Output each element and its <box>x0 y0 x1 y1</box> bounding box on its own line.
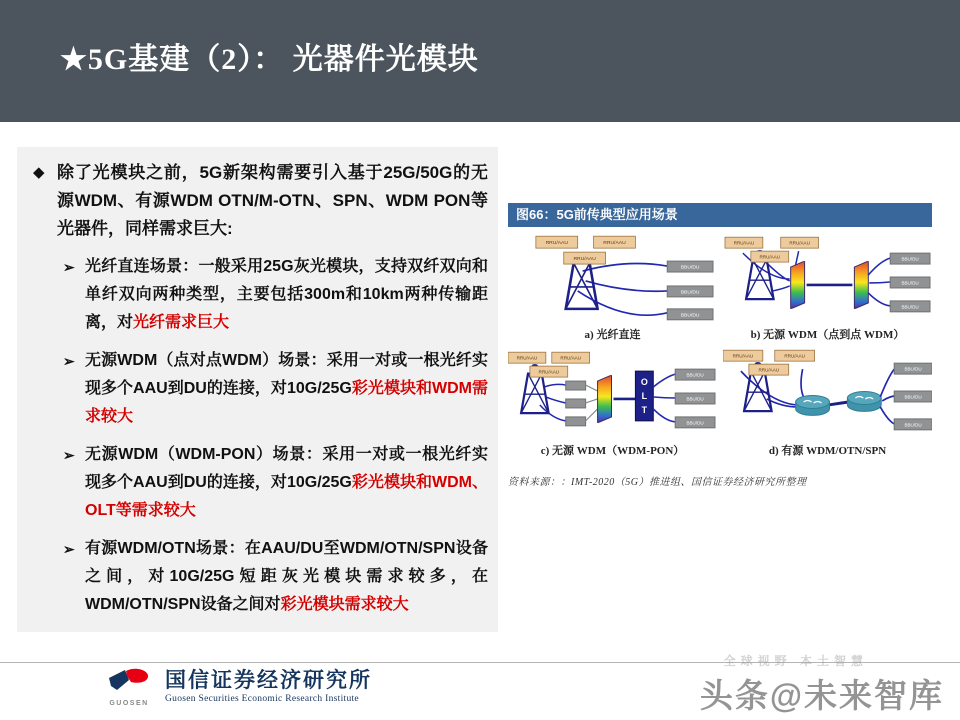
svg-text:RRU/AAU: RRU/AAU <box>758 367 780 373</box>
svg-text:RRU/AAU: RRU/AAU <box>545 241 568 247</box>
svg-text:RRU/AAU: RRU/AAU <box>573 257 596 263</box>
arrow-bullet-icon: ➢ <box>63 447 75 463</box>
guosen-logo <box>103 668 155 707</box>
sub-bullet-text <box>85 347 488 431</box>
svg-text:BBU/DU: BBU/DU <box>904 394 922 400</box>
olt-node <box>635 371 653 421</box>
guosen-logo-text: GUOSEN <box>109 700 149 707</box>
svg-text:T: T <box>641 404 648 415</box>
figure-panel <box>508 203 932 488</box>
svg-text:O: O <box>640 377 648 388</box>
svg-text:BBU/DU: BBU/DU <box>901 256 919 262</box>
rru-boxes <box>725 237 819 262</box>
sub-bullet-4 <box>63 535 488 619</box>
sub-bullet-text <box>85 535 488 619</box>
svg-text:BBU/DU: BBU/DU <box>680 265 700 271</box>
diagram-passive-wdm <box>723 231 932 345</box>
svg-text:BBU/DU: BBU/DU <box>686 420 704 426</box>
sub-bullet-1 <box>63 253 488 337</box>
wdm-mux-icon <box>598 375 612 423</box>
svg-text:RRU/AAU: RRU/AAU <box>733 240 755 246</box>
sub-bullet-text <box>85 441 488 525</box>
passive-wdm-drawing <box>723 231 932 327</box>
sub-bullet-2 <box>63 347 488 431</box>
faint-slogan-watermark: 全球视野 本土智慧 <box>723 654 868 668</box>
svg-text:BBU/DU: BBU/DU <box>686 372 704 378</box>
wdm-demux-icon <box>854 261 868 309</box>
org-name-cn: 国信证券经济研究所 <box>165 668 372 692</box>
svg-text:BBU/DU: BBU/DU <box>904 422 922 428</box>
figure-source: 资料来源：：IMT-2020（5G）推进组、国信证券经济研究所整理 <box>508 477 807 488</box>
caption-a: a) 光纤直连 <box>584 329 641 341</box>
fiber-direct-drawing <box>508 231 717 327</box>
caption-d: d) 有源 WDM/OTN/SPN <box>768 445 887 457</box>
org-name-en: Guosen Securities Economic Research Institute <box>165 694 359 704</box>
router-icon <box>796 395 830 415</box>
sub-text-red: 彩光模块需求较大 <box>280 596 409 613</box>
svg-text:L: L <box>641 390 648 401</box>
bbu-boxes <box>675 369 715 428</box>
svg-text:BBU/DU: BBU/DU <box>680 313 700 319</box>
key-points-panel <box>17 147 498 632</box>
svg-text:RRU/AAU: RRU/AAU <box>538 369 560 375</box>
watermark: 头条@未来智库 <box>699 677 944 714</box>
sub-text-black: 无源WDM（点对点WDM）场景：采用一对或一根光纤实现多个AAU到DU的连接，对10G/25G <box>85 352 488 397</box>
sub-text-black: 有源WDM/OTN场景：在AAU/DU至WDM/OTN/SPN设备之间，对10G/25G短距灰光模块需求较多，在WDM/OTN/SPN设备之间对 <box>85 540 488 613</box>
svg-text:RRU/AAU: RRU/AAU <box>516 355 538 361</box>
svg-text:RRU/AAU: RRU/AAU <box>759 254 781 260</box>
svg-text:BBU/DU: BBU/DU <box>901 280 919 286</box>
sub-bullet-3 <box>63 441 488 525</box>
svg-text:RRU/AAU: RRU/AAU <box>784 353 805 359</box>
diagram-active-wdm <box>723 347 932 461</box>
router-icon <box>847 392 881 412</box>
rru-boxes <box>723 350 815 375</box>
slide-header <box>0 0 960 122</box>
bbu-boxes <box>894 363 932 430</box>
sub-text-black: 光纤直连场景：一般采用25G灰光模块，支持双纤双向和单纤双向两种类型，主要包括300m和10km两种传输距离，对 <box>85 258 488 331</box>
diagram-fiber-direct <box>508 231 717 345</box>
svg-text:RRU/AAU: RRU/AAU <box>603 241 626 247</box>
lead-bullet <box>33 159 488 243</box>
active-wdm-drawing <box>723 347 932 443</box>
footer <box>103 668 372 707</box>
rru-boxes <box>508 352 590 377</box>
figure-diagram <box>508 227 932 461</box>
bbu-boxes <box>890 253 930 312</box>
lead-bullet-text: 除了光模块之前，5G新架构需要引入基于25G/50G的无源WDM、有源WDM OTN/M-OTN、SPN、WDM PON等光器件，同样需求巨大: <box>57 163 488 238</box>
sub-text-red: 光纤需求巨大 <box>133 314 230 331</box>
caption-c: c) 无源 WDM（WDM-PON） <box>540 445 685 457</box>
sub-text-red: 彩光模块和WDM需求较大 <box>85 380 488 425</box>
wdm-mux-icon <box>791 261 805 309</box>
org-name-block <box>165 668 372 704</box>
arrow-bullet-icon: ➢ <box>63 541 75 557</box>
slide-title: ★5G基建（2）： 光器件光模块 <box>60 43 479 76</box>
arrow-bullet-icon: ➢ <box>63 259 75 275</box>
svg-text:BBU/DU: BBU/DU <box>686 396 704 402</box>
svg-text:BBU/DU: BBU/DU <box>904 366 922 372</box>
sub-bullet-list <box>63 253 488 619</box>
svg-text:RRU/AAU: RRU/AAU <box>732 353 754 359</box>
arrow-bullet-icon: ➢ <box>63 353 75 369</box>
svg-text:BBU/DU: BBU/DU <box>680 290 700 296</box>
sub-bullet-text <box>85 253 488 337</box>
guosen-logo-icon <box>105 668 153 694</box>
diagram-wdm-pon <box>508 347 717 461</box>
svg-text:BBU/DU: BBU/DU <box>901 304 919 310</box>
figure-title: 图66：5G前传典型应用场景 <box>508 203 932 227</box>
svg-text:RRU/AAU: RRU/AAU <box>560 355 581 361</box>
sub-text-red: 彩光模块和WDM、OLT等需求较大 <box>85 474 488 519</box>
wdm-pon-drawing <box>508 347 717 443</box>
rru-boxes <box>536 236 636 264</box>
svg-text:RRU/AAU: RRU/AAU <box>789 240 810 246</box>
sub-text-black: 无源WDM（WDM-PON）场景：采用一对或一根光纤实现多个AAU到DU的连接，对10G/25G <box>85 446 488 491</box>
diamond-bullet-icon: ◆ <box>33 164 45 181</box>
bbu-boxes <box>667 261 713 320</box>
caption-b: b) 无源 WDM（点到点 WDM） <box>750 329 905 341</box>
onu-boxes <box>566 381 586 426</box>
